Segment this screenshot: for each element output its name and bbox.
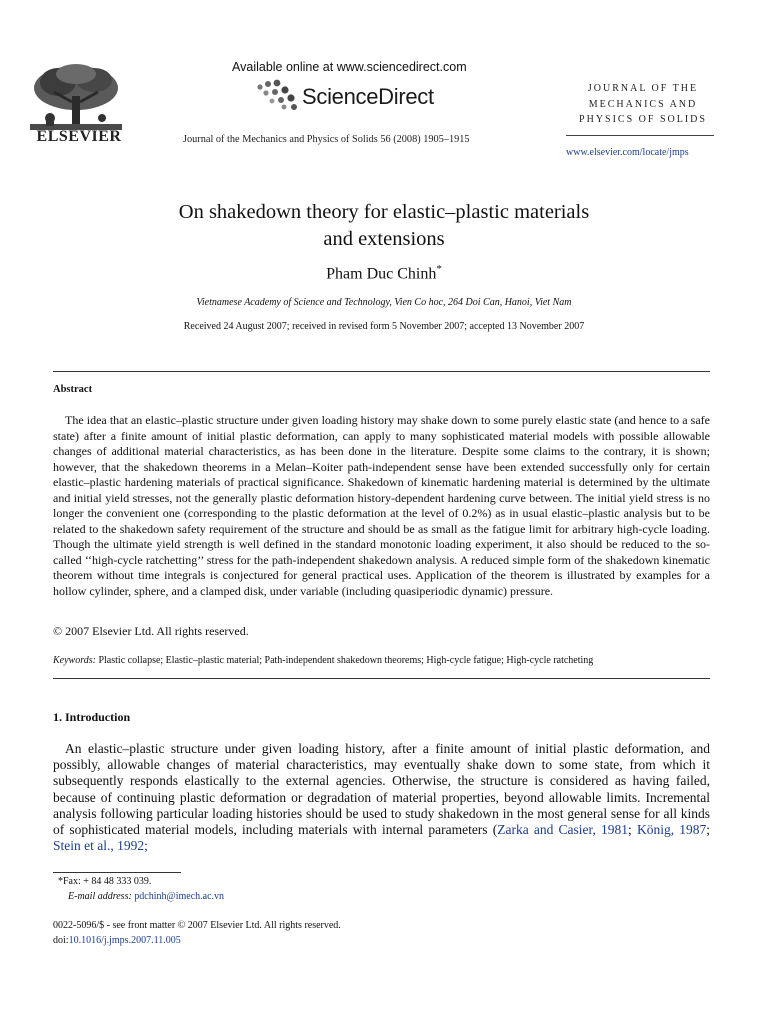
abstract-bottom-rule (53, 678, 710, 679)
abstract-paragraph: The idea that an elastic–plastic structure under given loading history may shake down to some purely elastic state (and hence to a safe state) after a finite amount of initial plastic deformation, can apply to many sophisticated material models with possible allowable changes of additional material characteristics, as has been done in the literature. Despite some claims to the contrary, it is shown; however, that the shakedown theorems in a Melan–Koiter path-independent sense have been extended successfully only for certain elastic–plastic hardening materials of practical significance. Shakedown of kinematic hardening material is determined by the ultimate and initial yield stresses, not the generally plastic deformation history-dependent hardening curve between. The initial yield stress is no longer the convenient one (corresponding to the plastic deformation at the level of 0.2%) as in usual elastic–plastic analysis but to be related to the shakedown safety requirement of the structure and should be as small as the fatigue limit for arbitrary high-cycle loading. Though the ultimate yield strength is well defined in the standard monotonic loading experiment, it also should be reduced to the so-called ‘‘high-cycle ratchetting’’ stress for the path-independent shakedown analysis. A reduced simple form of the shakedown kinematic theorem without time integrals is conjectured for general practical uses. Application of the theorem is illustrated by examples for a hollow cylinder, sphere, and a clamped disk, under variable (including quasiperiodic dynamic) pressure. (53, 413, 710, 598)
abstract-heading: Abstract (53, 384, 93, 395)
email-link[interactable]: pdchinh@imech.ac.vn (134, 891, 225, 902)
keywords-list: Plastic collapse; Elastic–plastic material; Path-independent shakedown theorems; High-cycle fatigue; High-cycle ratcheting (98, 655, 594, 666)
introduction-paragraph: An elastic–plastic structure under given loading history, after a finite amount of initial plastic deformation, and possibly, allowable changes of material characteristics, may eventually shake down to some state, from which it subsequently responds elastically to the external agencies. Otherwise, the structure is considered as having failed, because of continuing plastic deformation or degradation of material properties, beyond allowable limits. Incremental analysis following particular loading histories should be used to study shakedown in the most general sense for all kinds of sophisticated material models, including materials with internal parameters (Zarka and Casier, 1981; König, 1987; Stein et al., 1992; (53, 741, 711, 854)
doi-line (53, 935, 181, 946)
elsevier-tree-logo (24, 62, 128, 134)
doi-link[interactable]: 10.1016/j.jmps.2007.11.005 (68, 935, 181, 946)
author-name (0, 263, 768, 283)
citation-link[interactable]: König, 1987 (636, 822, 707, 838)
sciencedirect-dots-icon (254, 79, 302, 111)
author-text: Pham Duc Chinh (326, 265, 437, 283)
received-dates: Received 24 August 2007; received in revised form 5 November 2007; accepted 13 November 2007 (183, 321, 585, 332)
article-title (0, 199, 768, 253)
journal-name (568, 81, 718, 128)
author-footnote-mark[interactable]: * (436, 263, 442, 275)
email-label: E-mail address: (68, 891, 132, 902)
author-affiliation: Vietnamese Academy of Science and Technology, Vien Co hoc, 264 Doi Can, Hanoi, Viet Nam (196, 297, 572, 308)
front-matter-line: 0022-5096/$ - see front matter © 2007 Elsevier Ltd. All rights reserved. (53, 920, 341, 931)
journal-name-line: JOURNAL OF THE (587, 83, 699, 94)
journal-divider (566, 135, 714, 136)
introduction-text: An elastic–plastic structure under given loading history, after a finite amount of initial plastic deformation, and possibly, allowable changes of material characteristics, may eventually shake down to some state, from which it subsequently responds elastically to the external agencies. Otherwise, the structure is considered as having failed, because of continuing plastic deformation or degradation of material properties, beyond allowable limits. Incremental analysis following particular loading histories should be used to study shakedown in the most general sense for all kinds of sophisticated material models, including materials with internal parameters ( (53, 741, 710, 838)
publisher-name: ELSEVIER (36, 128, 122, 145)
abstract-body (53, 413, 710, 599)
title-line: and extensions (323, 228, 445, 250)
title-line: On shakedown theory for elastic–plastic materials (178, 201, 590, 223)
journal-reference: Journal of the Mechanics and Physics of Solids 56 (2008) 1905–1915 (183, 134, 470, 145)
section-heading-introduction: 1. Introduction (53, 710, 131, 724)
journal-url-link[interactable]: www.elsevier.com/locate/jmps (566, 147, 689, 158)
sciencedirect-wordmark: ScienceDirect (302, 84, 434, 109)
footnote-fax: *Fax: + 84 48 333 039. (58, 876, 152, 887)
footnote-email (68, 891, 224, 902)
footnote-rule (53, 872, 181, 873)
citation-link[interactable]: Zarka and Casier, 1981 (497, 822, 629, 838)
abstract-copyright: © 2007 Elsevier Ltd. All rights reserved. (53, 624, 249, 638)
citation-link[interactable]: Stein et al., 1992; (53, 838, 148, 854)
available-online-text[interactable]: Available online at www.sciencedirect.com (232, 60, 467, 74)
keywords (53, 655, 593, 666)
abstract-top-rule (53, 371, 710, 372)
keywords-label: Keywords: (53, 655, 96, 666)
journal-name-line: PHYSICS OF SOLIDS (579, 114, 707, 125)
doi-label: doi: (53, 935, 69, 946)
journal-name-line: MECHANICS AND (588, 98, 698, 110)
